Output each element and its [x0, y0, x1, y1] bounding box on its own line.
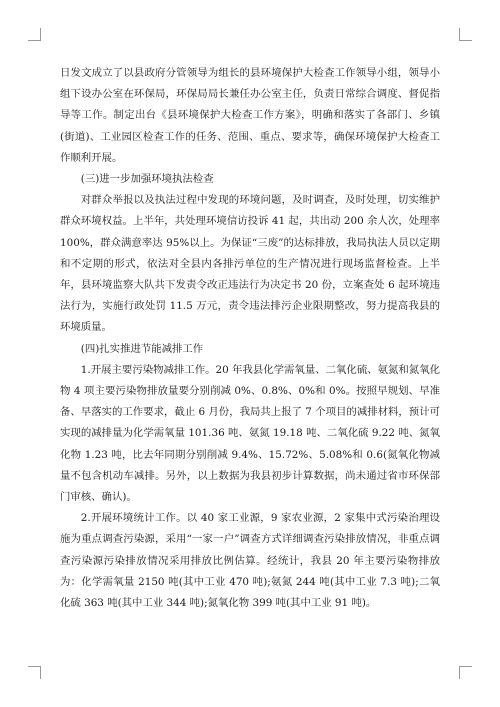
- crop-mark-top-left: [28, 28, 41, 41]
- crop-mark-bottom-right: [459, 666, 472, 679]
- section-heading-emission-reduction: (四)扎实推进节能减排工作: [80, 342, 204, 355]
- paragraph-environmental-statistics: 2.开展环境统计工作。以 40 家工业源，9 家农业源，2 家集中式污染治理设施为重点调查污染源，采用“一家一户”调查方式详细调查污染排放情况，非重点调查污染源污染排放情况采用排放比例估算。经统计，我县 20 年主要污染物排放为：化学需氧量 2150 吨(其中工业 470 吨);氨氮 244 吨(其中工业 7.3 吨);二氧化硫 363 吨(其中工业 344 吨);氮氧化物 399 吨(其中工业 91 吨)。: [60, 512, 440, 610]
- paragraph-pollutant-reduction: 1.开展主要污染物减排工作。20 年我县化学需氧量、二氧化硫、氨氮和氮氧化物 4 项主要污染物排放量要分别削减 0%、0.8%、0%和 0%。按照早规划、早准备、早落实的工作要求，截止 6 月份，我局共上报了 7 个项目的减排材料，预计可实现的减排量为化学需氧量 101.36 吨、氨氮 19.18 吨、二氧化硫 9.22 吨、氮氧化物 1.23 吨，比去年同期分别削减 9.4%、15.72%、5.08%和 0.6(氮氧化物减量不包含机动车减排。另外，以上数据为我县初步计算数据，尚未通过省市环保部门审核、确认)。: [60, 363, 440, 504]
- crop-mark-top-right: [459, 28, 472, 41]
- crop-mark-bottom-left: [28, 666, 41, 679]
- paragraph-leadership-group: 日发文成立了以县政府分管领导为组长的县环境保护大检查工作领导小组，领导小组下设办公室在环保局，环保局局长兼任办公室主任，负责日常综合调度、督促指导等工作。制定出台《县环境保护大检查工作方案》，明确和落实了各部门、乡镇(街道)、工业园区检查工作的任务、范围、重点、要求等，确保环境保护大检查工作顺利开展。: [60, 67, 440, 164]
- document-body: [60, 63, 440, 614]
- paragraph-law-enforcement: 对群众举报以及执法过程中发现的环境问题，及时调查，及时处理，切实维护群众环境权益。上半年，共处理环境信访投诉 41 起，共出动 200 余人次，处理率 100%，群众满意率达 95%以上。为保证“三废”的达标排放，我局执法人员以定期和不定期的形式，依法对全县内各排污单位的生产情况进行现场监督检查。上半年，县环境监察大队共下发责令改正违法行为决定书 20 份，立案查处 6 起环境违法行为，实施行政处罚 11.5 万元，责令违法排污企业限期整改，努力提高我县的环境质量。: [60, 194, 440, 334]
- section-heading-law-enforcement: (三)进一步加强环境执法检查: [80, 173, 214, 186]
